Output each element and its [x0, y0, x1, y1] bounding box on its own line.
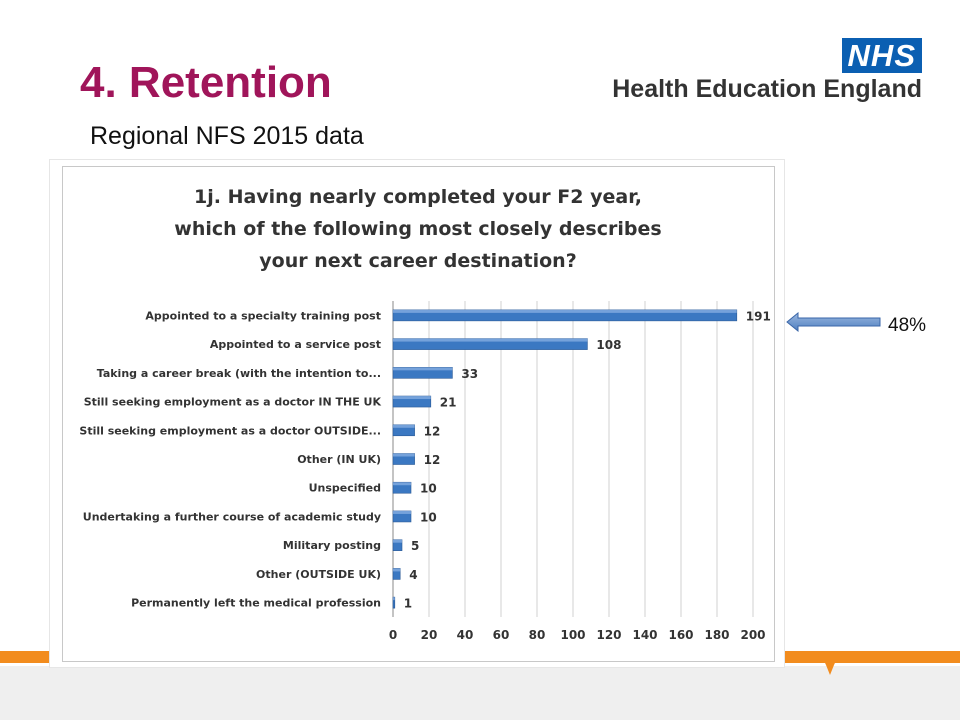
- category-label: Appointed to a service post: [209, 338, 381, 352]
- data-label: 10: [420, 481, 437, 496]
- bar-highlight: [393, 425, 415, 428]
- bar-highlight: [393, 540, 402, 543]
- bar-chart: [63, 167, 774, 661]
- slide-title: 4. Retention: [80, 58, 332, 107]
- category-label: Still seeking employment as a doctor IN THE UK: [83, 395, 381, 409]
- x-tick-label: 20: [420, 628, 438, 642]
- category-label: Unspecified: [308, 481, 381, 495]
- slide-subtitle: Regional NFS 2015 data: [90, 122, 364, 150]
- category-label: Appointed to a specialty training post: [145, 309, 381, 323]
- orange-accent-line-right: [784, 651, 960, 663]
- bar-highlight: [393, 339, 587, 342]
- category-label: Military posting: [282, 539, 381, 553]
- data-label: 12: [423, 424, 441, 439]
- org-name: Health Education England: [612, 75, 922, 103]
- bar-highlight: [393, 396, 431, 399]
- chart-panel: [62, 166, 775, 662]
- chart-title-line: your next career destination?: [259, 250, 577, 272]
- x-tick-label: 60: [492, 628, 510, 642]
- category-label: Other (OUTSIDE UK): [256, 567, 381, 581]
- nhs-logo: NHS: [842, 38, 922, 73]
- x-tick-label: 160: [668, 628, 694, 642]
- category-label: Undertaking a further course of academic study: [82, 510, 381, 524]
- callout-percentage: 48%: [888, 315, 927, 336]
- category-label: Permanently left the medical profession: [131, 596, 381, 610]
- footer-notch-icon: [812, 655, 848, 677]
- bar-highlight: [393, 310, 737, 313]
- data-label: 12: [423, 453, 441, 467]
- chart-title-line: 1j. Having nearly completed your F2 year,: [194, 186, 642, 208]
- left-arrow-icon: [786, 312, 882, 332]
- x-tick-label: 80: [528, 628, 546, 642]
- data-label: 108: [596, 338, 622, 353]
- data-label: 33: [461, 366, 479, 381]
- data-label: 10: [420, 510, 437, 525]
- x-tick-label: 140: [632, 628, 658, 642]
- data-label: 21: [439, 395, 457, 410]
- bar-highlight: [393, 367, 452, 370]
- bar-highlight: [393, 568, 400, 571]
- x-tick-label: 40: [456, 628, 474, 642]
- x-tick-label: 180: [704, 628, 730, 642]
- category-label: Still seeking employment as a doctor OUTSIDE...: [79, 424, 381, 438]
- x-tick-label: 200: [740, 628, 766, 642]
- category-label: Taking a career break (with the intention to...: [96, 366, 381, 380]
- x-tick-label: 0: [388, 628, 398, 642]
- data-label: 4: [409, 567, 418, 582]
- chart-frame: [50, 160, 784, 667]
- x-tick-label: 120: [596, 628, 622, 642]
- data-label: 5: [411, 539, 420, 554]
- bar-highlight: [393, 454, 415, 457]
- nhs-hee-logo: [612, 38, 922, 104]
- x-tick-label: 100: [560, 628, 586, 642]
- bar-highlight: [393, 511, 411, 514]
- bar-highlight: [393, 597, 395, 600]
- data-label: 1: [403, 596, 413, 611]
- orange-accent-line-left: [0, 651, 50, 663]
- category-label: Other (IN UK): [297, 453, 381, 466]
- chart-title-line: which of the following most closely describes: [174, 218, 662, 240]
- data-label: 191: [745, 309, 771, 324]
- bar-highlight: [393, 482, 411, 485]
